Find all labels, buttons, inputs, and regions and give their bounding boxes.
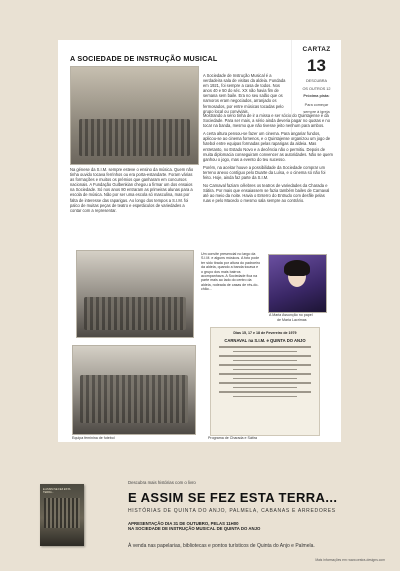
square-group-photo <box>76 250 194 338</box>
program-line <box>219 355 311 357</box>
portrait-photo <box>268 254 327 313</box>
book-cover-title: E ASSIM SE FEZ ESTA TERRA... <box>43 488 71 494</box>
column-2-paragraph-3: A certa altura pensou-se fazer um cinema. Para angariar fundos, aplicou-se ao cinema fornenos, e o Quintajense organizou um jogo de futebol entre equipas formadas pelas raparigas da aldeia. Mas entretanto, no Estado Novo e a decência não o permitiu. Depois de muita diplomacia conseguiram convencer as autoridades. Não se quem ganhou o jogo, mas a evento do teu sucesso. <box>203 131 333 162</box>
presentation-line-2: NA SOCIEDADE DE INSTRUÇÃO MUSICAL DE QUINTA DO ANJO <box>128 526 261 532</box>
book-headline: E ASSIM SE FEZ ESTA TERRA... <box>128 490 338 505</box>
sale-info: À venda nas papelarias, bibliotecas e pontos turísticos de Quinta do Anjo e Palmela. <box>128 543 315 549</box>
column-2-paragraph-1: A Sociedade de Instrução Musical é a verdadeira sala de visitas da aldeia. Fundada em 1921, foi sempre a casa de todos. Nos anos 40 e 50 do séc. XX não havia fim de semana sem baile. Era no seu salão que os namoros eram negociados, arranjado os fermosados, por entre músicas tocadas pelo grupo local ou conviviais. <box>203 73 286 114</box>
presentation-line-1: APRESENTAÇÃO DIA 31 DE OUTUBRO, PELAS 11H00 <box>128 521 239 526</box>
portrait-hair <box>284 260 310 276</box>
cartaz-clue-line2: sempre à igreja <box>303 110 330 114</box>
book-cover <box>40 484 84 546</box>
cartaz-discover-line2: OS OUTROS 12 <box>302 86 331 91</box>
article-title: A SOCIEDADE DE INSTRUÇÃO MUSICAL <box>70 54 218 63</box>
cartaz-clue-line1: Para começar <box>304 102 329 107</box>
cartaz-discover-line1: DESCUBRA <box>305 79 328 83</box>
presentation-info <box>128 521 260 532</box>
program-line <box>219 364 311 366</box>
article-column-2b <box>203 113 333 207</box>
square-group-image <box>84 297 186 330</box>
football-team-image <box>80 375 187 423</box>
portrait-caption-1: A Maria Assunção no papel <box>269 313 313 317</box>
band-members-image <box>79 119 191 156</box>
program-title: CARNAVAL na S.I.M. e QUINTA DO ANJO <box>224 338 306 343</box>
middle-text-block <box>201 252 261 295</box>
program-line <box>233 378 297 380</box>
program-line <box>233 351 297 353</box>
football-team-photo <box>72 345 196 435</box>
article-column-1 <box>70 167 195 216</box>
column-2-paragraph-2: Mostrando a sério tinha de ir a missa e ser sócio do Quintajense e da Sociedade. Para ser mais, a sério ainda deveria pagar no quotas e no tocar na banda, mesmo que não tivesse jeito nenhum para ambos. <box>203 113 330 129</box>
program-line <box>219 391 311 393</box>
program-line <box>233 369 297 371</box>
program-caption: Programa de Charada e Sátira <box>208 436 257 440</box>
column-2-paragraph-5: No Carnaval faziam célebres os teatros de variedades da Charada e Sátira. Por mais que ensaiassem se fazia também bailes de Carnaval até ao meio da noite. Havia o Enterro do Entrudo com desfile pelas ruas e pelo Macedo o mesmo sala sempre ao contrário. <box>203 183 330 204</box>
program-line <box>233 387 297 389</box>
portrait-caption-2: de Maria Lacrimas <box>277 318 307 322</box>
column-2-paragraph-4: Porém, na aceitar houve a possibilidade da Sociedade comprar um terreno anexo contíguo pelo Duarte da Luísa, e o cinema só não foi feito. Hoje, ainda faz parte da S.I.M. <box>203 164 326 181</box>
book-subtitle: HISTÓRIAS DE QUINTA DO ANJO, PALMELA, CABANAS E ARREDORES <box>128 508 336 514</box>
column-1-text: Na génese da S.I.M. sempre esteve o ensino da música. Quem não tinha ouvido tocava ferrinhos ou era porta-estandarte. Foram várias as formações e muitos os prémios que ganharam em concursos nacionais. A Fundação Gulbenkian chegou a firmar um dos ensaios na Sociedade. Só nos anos 80 entraram as primeiras alunas para a escola de música. Não por ser uma escola só masculina, mas por falta de interesse das raparigas. Ao longo dos tempos a S.I.M. foi palco de muitas peças de teatro e espetáculos de variedades a contar com a representar. <box>70 167 194 213</box>
program-line <box>233 360 297 362</box>
football-caption: Equipa feminina de futebol <box>72 436 115 440</box>
program-document <box>210 327 320 436</box>
program-line <box>233 396 297 398</box>
program-line <box>219 346 311 348</box>
cartaz-label: CARTAZ <box>302 46 331 53</box>
program-line <box>219 373 311 375</box>
band-photo <box>70 66 199 165</box>
middle-text: Um convite presencial no largo da S.I.M. e alguns músicos. A foto pode ter sido tirada por altura do padroeiro da aldeia, quando a banda tocava e o grupo dos mais bairros acompanhava. A Sociedade fica na parte mais ao lado do centro da aldeia, rodeada de casas de rés-do-chão... <box>201 252 261 292</box>
cartaz-number: 13 <box>307 56 326 75</box>
article-page <box>58 40 341 442</box>
book-announcement: Descubra mais histórias com o livro <box>128 480 196 485</box>
article-column-2 <box>203 73 289 117</box>
more-info-link[interactable]: Mais informações em: www.cestra-designs.com <box>315 558 385 562</box>
program-header: Dias 15, 17 e 18 de Fevereiro de 1979 <box>233 331 297 335</box>
book-cover-photo <box>44 498 80 528</box>
program-line <box>219 382 311 384</box>
cartaz-next-clue-label: Próxima pista: <box>303 94 330 98</box>
